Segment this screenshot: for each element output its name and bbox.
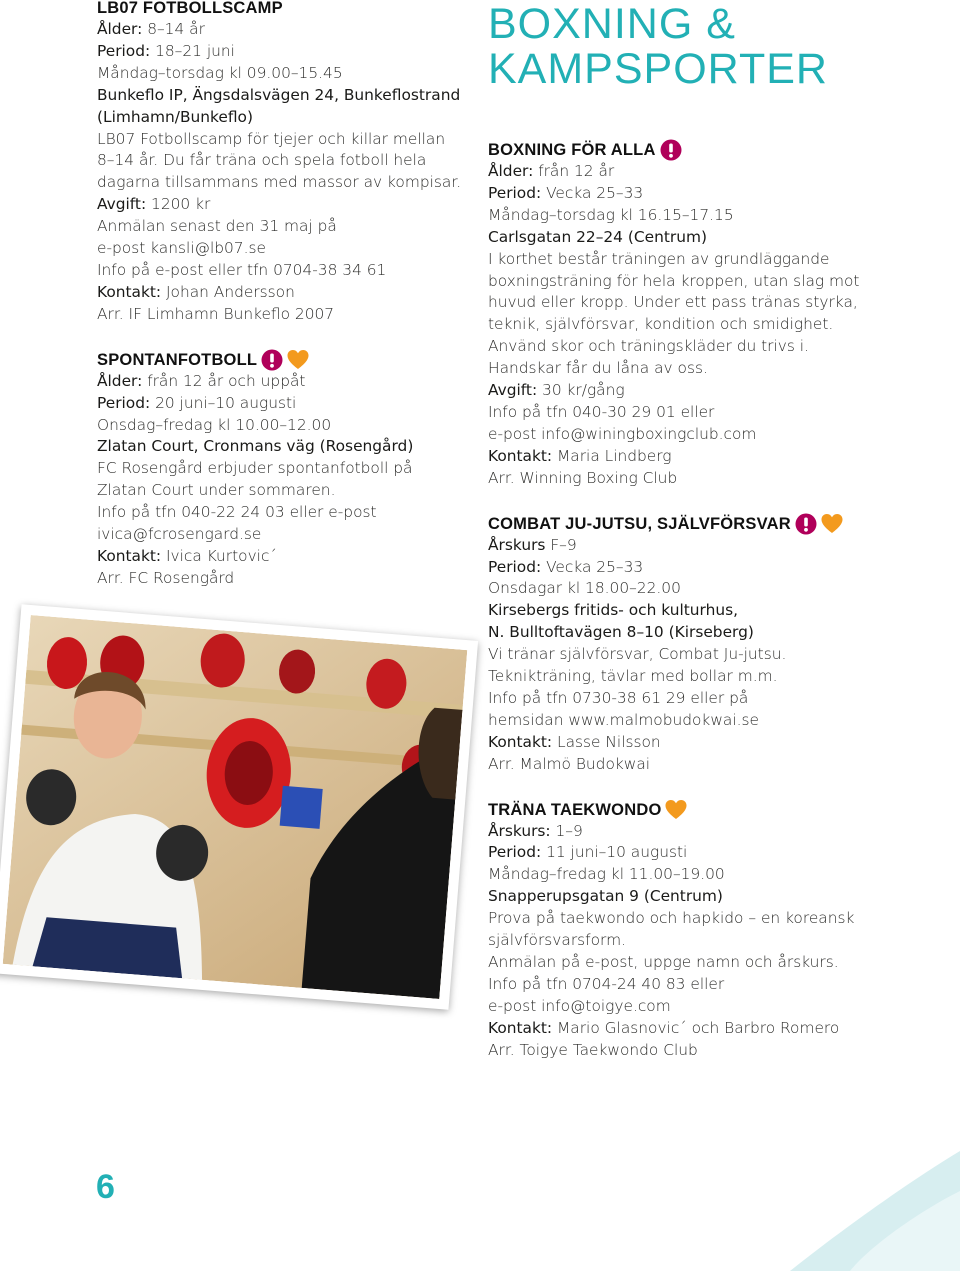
fee-line: Avgift: 30 kr/gång <box>488 381 625 400</box>
exclamation-icon <box>261 349 283 371</box>
description-line: Zlatan Court under sommaren. <box>97 481 336 500</box>
info-line: Info på e-post eller tfn 0704-38 34 61 <box>97 260 387 279</box>
section-title: SPONTANFOTBOLL <box>97 349 477 371</box>
contact-line: Kontakt: Maria Lindberg <box>488 446 672 465</box>
description-line: självförsvarsform. <box>488 931 626 950</box>
age-line: Ålder: från 12 år <box>488 162 615 180</box>
boxing-photo <box>0 604 478 1010</box>
place-line: Snapperupsgatan 9 (Centrum) <box>488 887 723 906</box>
page-number: 6 <box>96 1168 115 1206</box>
organizer-line: Arr. Winning Boxing Club <box>488 468 678 487</box>
organizer-line: Arr. IF Limhamn Bunkeflo 2007 <box>97 304 335 323</box>
period-line: Period: Vecka 25–33 <box>488 183 644 202</box>
info-line: hemsidan www.malmobudokwai.se <box>488 710 760 729</box>
description-line: I korthet består träningen av grundläggande <box>488 249 830 268</box>
organizer-line: Arr. Malmö Budokwai <box>488 754 651 773</box>
photo-image <box>3 615 468 999</box>
info-line: e-post info@winingboxingclub.com <box>488 424 757 443</box>
section-title: BOXNING FÖR ALLA <box>488 139 908 161</box>
boxing-scene-illustration <box>3 615 468 999</box>
place-line: Carlsgatan 22–24 (Centrum) <box>488 227 707 246</box>
place-line: N. Bulltoftavägen 8–10 (Kirseberg) <box>488 623 754 642</box>
exclamation-icon <box>795 513 817 535</box>
period-line: Period: Vecka 25–33 <box>488 557 644 576</box>
info-line: e-post kansli@lb07.se <box>97 239 266 258</box>
info-line: Info på tfn 040-30 29 01 eller <box>488 402 715 421</box>
time-line: Onsdag–fredag kl 10.00–12.00 <box>97 415 332 434</box>
exclamation-icon <box>660 139 682 161</box>
description-line: dagarna tillsammans med massor av kompisar. <box>97 173 462 192</box>
left-column <box>97 0 477 590</box>
age-line: Ålder: 8–14 år <box>97 20 205 38</box>
description-line: Prova på taekwondo och hapkido – en koreansk <box>488 909 855 928</box>
class-line: Årskurs: 1–9 <box>488 821 583 840</box>
place-line: Zlatan Court, Cronmans väg (Rosengård) <box>97 437 414 456</box>
organizer-line: Arr. Toigye Taekwondo Club <box>488 1040 698 1059</box>
page-heading: BOXNING & KAMPSPORTER <box>488 0 828 93</box>
heart-icon <box>665 799 687 821</box>
period-line: Period: 20 juni–10 augusti <box>97 393 297 412</box>
description-line: LB07 Fotbollscamp för tjejer och killar mellan <box>97 129 446 148</box>
info-line: Anmälan senast den 31 maj på <box>97 217 337 236</box>
time-line: Måndag–torsdag kl 09.00–15.45 <box>97 63 343 82</box>
info-line: ivica@fcrosengard.se <box>97 525 262 544</box>
section-title: LB07 FOTBOLLSCAMP <box>97 0 283 17</box>
description-line: teknik, självförsvar, kondition och smidighet. <box>488 315 834 334</box>
organizer-line: Arr. FC Rosengård <box>97 568 235 587</box>
description-line: Teknikträning, tävlar med bollar m.m. <box>488 667 778 686</box>
class-line: Årskurs F–9 <box>488 535 577 554</box>
place-line: Bunkeflo IP, Ängsdalsvägen 24, Bunkeflostrand <box>97 85 461 104</box>
info-line: e-post info@toigye.com <box>488 996 671 1015</box>
description-line: 8–14 år. Du får träna och spela fotboll hela <box>97 151 427 170</box>
contact-line: Kontakt: Mario Glasnovic´ och Barbro Romero <box>488 1018 840 1037</box>
description-line: Handskar får du låna av oss. <box>488 359 708 378</box>
info-line: Info på tfn 040-22 24 03 eller e-post <box>97 503 377 522</box>
section-title: TRÄNA TAEKWONDO <box>488 799 908 821</box>
info-line: Info på tfn 0704-24 40 83 eller <box>488 974 725 993</box>
description-line: Vi tränar självförsvar, Combat Ju-jutsu. <box>488 645 787 664</box>
period-line: Period: 11 juni–10 augusti <box>488 843 688 862</box>
contact-line: Kontakt: Ivica Kurtovic´ <box>97 546 277 565</box>
description-line: Använd skor och träningskläder du trivs i. <box>488 337 809 356</box>
contact-line: Kontakt: Lasse Nilsson <box>488 732 661 751</box>
age-line: Ålder: från 12 år och uppåt <box>97 371 306 390</box>
description-line: Anmälan på e-post, uppge namn och årskurs. <box>488 953 839 971</box>
time-line: Onsdagar kl 18.00–22.00 <box>488 579 681 598</box>
heart-icon <box>287 349 309 371</box>
period-line: Period: 18–21 juni <box>97 41 235 60</box>
place-line: (Limhamn/Bunkeflo) <box>97 107 253 126</box>
description-line: boxningsträning för hela kroppen, utan slag mot <box>488 271 860 290</box>
contact-line: Kontakt: Johan Andersson <box>97 282 295 301</box>
corner-decoration <box>760 1151 960 1271</box>
time-line: Måndag–fredag kl 11.00–19.00 <box>488 865 725 884</box>
section-title: COMBAT JU-JUTSU, SJÄLVFÖRSVAR <box>488 513 908 535</box>
fee-line: Avgift: 1200 kr <box>97 195 211 214</box>
description-line: huvud eller kropp. Under ett pass tränas styrka, <box>488 293 858 312</box>
info-line: Info på tfn 0730-38 61 29 eller på <box>488 688 749 707</box>
description-line: FC Rosengård erbjuder spontanfotboll på <box>97 459 413 478</box>
place-line: Kirsebergs fritids- och kulturhus, <box>488 601 738 620</box>
right-column <box>488 0 908 1062</box>
heart-icon <box>821 513 843 535</box>
time-line: Måndag–torsdag kl 16.15–17.15 <box>488 205 734 224</box>
